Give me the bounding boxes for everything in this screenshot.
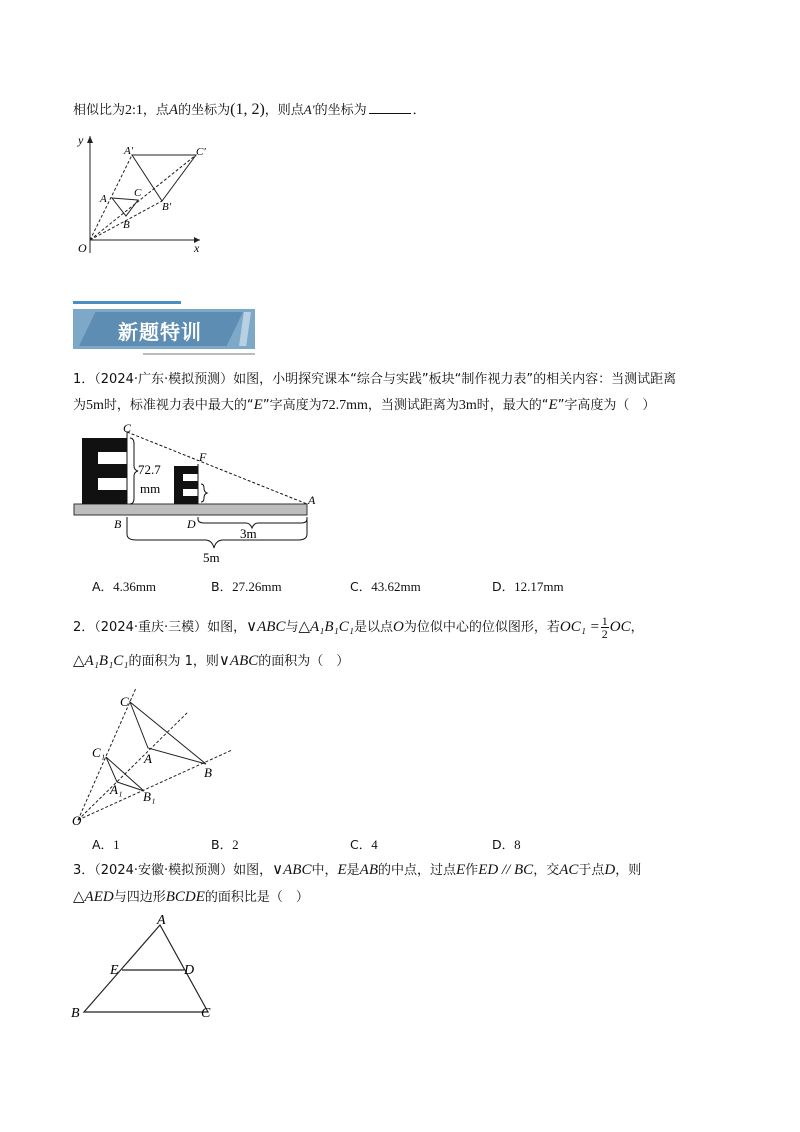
q2-option-b[interactable]: B．2 <box>211 837 239 852</box>
point-f: F <box>199 450 207 464</box>
question-continuation: 相似比为2:1，点A的坐标为(1, 2)，则点A′的坐标为 ． <box>73 101 426 118</box>
point-a: A <box>308 493 316 507</box>
origin-label: O <box>78 241 87 255</box>
q3-stem-line2: △AED与四边形BCDE的面积比是（ ） <box>73 889 309 905</box>
q1-option-c[interactable]: C．43.62mm <box>350 579 421 594</box>
point-a1: A₁ <box>110 782 123 797</box>
point-c: C <box>123 422 132 435</box>
point-b: B <box>114 517 122 531</box>
point-b-prime: B′ <box>162 201 172 213</box>
point-e: E <box>110 963 119 978</box>
point-a: A <box>144 751 152 766</box>
height-value: 72.7 <box>138 462 161 477</box>
point-c: C <box>201 1006 211 1021</box>
height-unit: mm <box>140 481 161 496</box>
point-b: B <box>204 765 212 780</box>
coordinate-figure <box>70 128 220 258</box>
q1-option-a[interactable]: A．4.36mm <box>92 579 157 594</box>
q3-stem-line1: 3．（2024·安徽·模拟预测）如图，∨ABC中，E是AB的中点，过点E作ED // BC，交AC于点D，则 <box>73 862 642 878</box>
section-banner <box>73 301 255 357</box>
point-b1: B₁ <box>143 789 156 804</box>
distance-5m: 5m <box>203 550 220 565</box>
q2-stem-line1: 2．（2024·重庆·三模）如图，∨ABC与△A₁B₁C₁是以点O为位似中心的位似图形，若OC₁ = $\frac{1}{2}$ OC， <box>73 614 644 641</box>
point-a-prime: A′ <box>124 145 134 157</box>
fraction: $\frac{1}{2}$ <box>601 614 608 641</box>
q1-option-b[interactable]: B．27.26mm <box>211 579 282 594</box>
q1-option-d[interactable]: D．12.17mm <box>492 579 564 594</box>
point-d: D <box>187 517 196 531</box>
point-c: C <box>120 694 129 709</box>
point-a: A <box>157 915 166 928</box>
point-b: B <box>123 219 130 231</box>
q1-stem-line1: 1．（2024·广东·模拟预测）如图，小明探究课本“综合与实践”板块“制作视力表”的相关内容：当测试距离 <box>73 372 677 387</box>
point-c: C <box>134 187 142 199</box>
x-label: x <box>194 241 200 255</box>
point-c-prime: C′ <box>196 146 206 158</box>
distance-3m: 3m <box>240 526 257 541</box>
q1-stem-line2: 为5m时，标准视力表中最大的“E”字高度为72.7mm，当测试距离为3m时，最大的“E”字高度为（ ） <box>73 397 656 413</box>
q2-figure <box>70 680 240 830</box>
answer-blank <box>369 101 411 114</box>
q2-option-c[interactable]: C．4 <box>350 837 378 852</box>
point-d: D <box>184 963 195 978</box>
q3-figure <box>68 915 228 1025</box>
point-c1: C₁ <box>92 745 106 760</box>
q2-option-a[interactable]: A．1 <box>92 837 120 852</box>
q2-option-d[interactable]: D．8 <box>492 837 521 852</box>
y-label: y <box>78 133 84 147</box>
banner-title: 新题特训 <box>118 320 202 344</box>
point-a: A <box>100 193 107 205</box>
q2-stem-line2: △A₁B₁C₁的面积为 1，则∨ABC的面积为（ ） <box>73 653 350 669</box>
point-o: O <box>72 813 82 828</box>
q1-figure <box>70 422 330 572</box>
point-b: B <box>71 1006 80 1021</box>
